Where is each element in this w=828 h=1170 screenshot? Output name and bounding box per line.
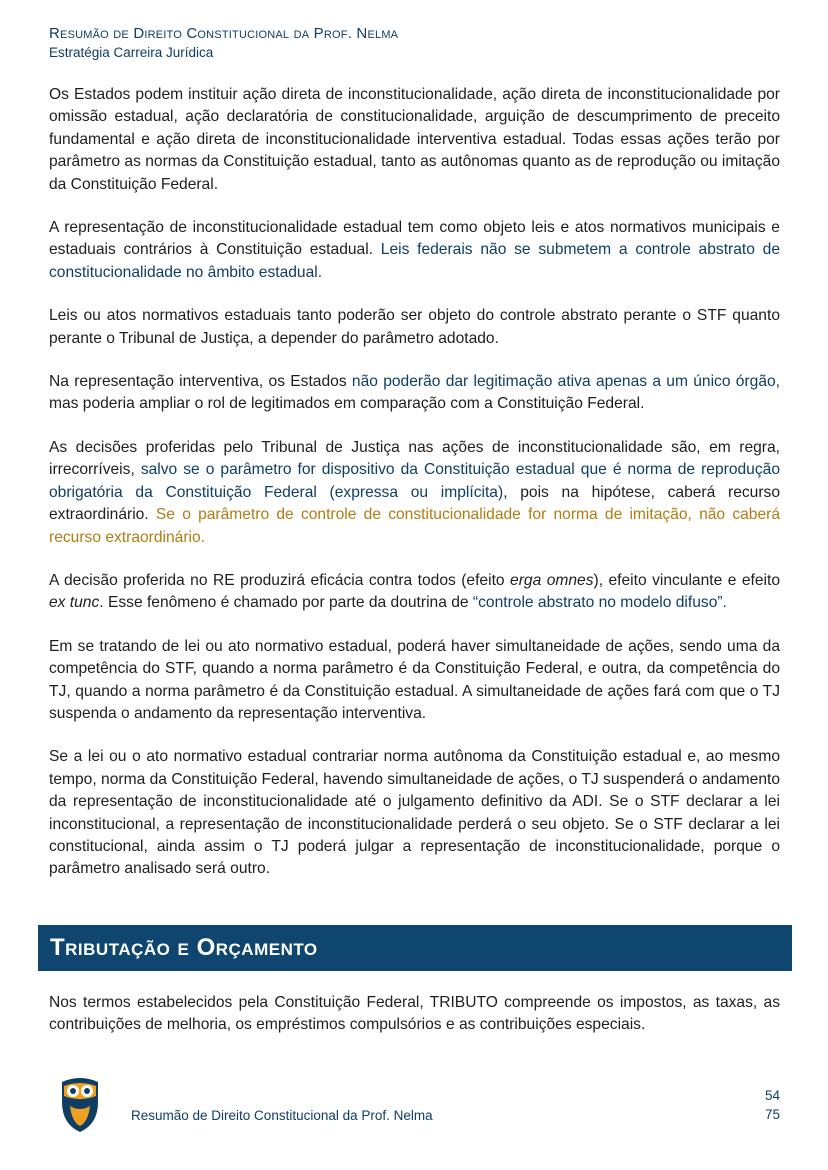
document-body (49, 84, 780, 881)
total-pages: 75 (764, 1107, 780, 1122)
paragraph-5-text-c: , pois na hipótese, caberá recurso extraordinário. (49, 483, 780, 524)
paragraph-6-italic-erga-omnes: erga omnes (510, 571, 594, 589)
paragraph-6-text-c: ), efeito vinculante e efeito (593, 571, 780, 589)
paragraph-5-text-a: As decisões proferidas pelo Tribunal de Justiça nas ações de inconstitucionalidade são, em regra, irrecorríveis, (49, 438, 780, 479)
paragraph-5-highlight-gold: Se o parâmetro de controle de constitucionalidade for norma de imitação, não caberá recurso extraordinário. (49, 506, 780, 546)
paragraph-4-highlight: não poderão dar legitimação ativa apenas a um único órgão, (351, 373, 780, 391)
page-header (49, 24, 398, 62)
section-paragraph (49, 992, 780, 1037)
paragraph-2-text: A representação de inconstitucionalidade estadual tem como objeto leis e atos normativos municipais e estaduais contrários à Constituição estadual. (49, 219, 780, 259)
paragraph-6-italic-ex-tunc: ex tunc (49, 594, 100, 612)
paragraph-8 (49, 746, 780, 880)
section-paragraph-text: Nos termos estabelecidos pela Constituição Federal, TRIBUTO compreende os impostos, as taxas, as contribuições de melhoria, os empréstimos compulsórios e as contribuições especiais. (49, 994, 780, 1034)
paragraph-2 (49, 217, 780, 284)
paragraph-1-text: Os Estados podem instituir ação direta de inconstitucionalidade, ação direta de inconstitucionalidade por omissão estadual, ação declaratória de constitucionalidade, arguição de descumprimento de preceito fundamental e ação direta de inconstitucionalidade interventiva estadual. Todas essas ações terão por parâmetro as normas da Constituição estadual, tanto as autônomas quanto as de reprodução ou imitação da Constituição Federal. (49, 86, 780, 193)
paragraph-8-text: Se a lei ou o ato normativo estadual contrariar norma autônoma da Constituição estadual e, ao mesmo tempo, norma da Constituição Federal, havendo simultaneidade de ações, o TJ suspenderá o andamento da representação de inconstitucionalidade até o julgamento definitivo da ADI. Se o STF declarar a lei inconstitucional, a representação de inconstitucionalidade perderá o seu objeto. Se o STF declarar a lei constitucional, ainda assim o TJ poderá julgar a representação de inconstitucionalidade, porque o parâmetro analisado será outro. (49, 748, 780, 878)
paragraph-7-text: Em se tratando de lei ou ato normativo estadual, poderá haver simultaneidade de ações, sendo uma da competência do STF, quando a norma parâmetro é da Constituição Federal, e outra, da competência do TJ, quando a norma parâmetro é da Constituição estadual. A simultaneidade de ações fará com que o TJ suspenda o andamento da representação interventiva. (49, 637, 780, 722)
current-page: 54 (764, 1088, 780, 1103)
header-subtitle: Estratégia Carreira Jurídica (49, 45, 214, 60)
paragraph-6-text-a: A decisão proferida no RE produzirá eficácia contra todos (efeito (49, 571, 511, 589)
paragraph-6 (49, 570, 780, 615)
section-title: Tributação e Orçamento (50, 934, 318, 961)
paragraph-2-highlight: Leis federais não se submetem a controle abstrato de constitucionalidade no âmbito estadual. (49, 241, 780, 281)
section-heading-bar (38, 925, 792, 971)
paragraph-5 (49, 437, 780, 549)
paragraph-3-text: Leis ou atos normativos estaduais tanto poderão ser objeto do controle abstrato perante o STF quanto perante o Tribunal de Justiça, a depender do parâmetro adotado. (49, 307, 780, 347)
page-number (740, 1086, 780, 1124)
section-body (49, 992, 780, 1037)
owl-logo-icon (58, 1072, 102, 1134)
paragraph-4-text-c: mas poderia ampliar o rol de legitimados em comparação com a Constituição Federal. (49, 395, 645, 413)
paragraph-4-text-a: Na representação interventiva, os Estados (49, 373, 352, 391)
paragraph-6-highlight: “controle abstrato no modelo difuso”. (472, 594, 727, 612)
paragraph-3 (49, 305, 780, 350)
paragraph-4 (49, 371, 780, 416)
paragraph-1 (49, 84, 780, 196)
paragraph-7 (49, 636, 780, 726)
footer-text: Resumão de Direito Constitucional da Prof. Nelma (131, 1108, 433, 1123)
paragraph-6-text-e: . Esse fenômeno é chamado por parte da doutrina de (99, 594, 473, 612)
header-title: Resumão de Direito Constitucional da Prof. Nelma (49, 25, 399, 42)
paragraph-5-highlight-blue: salvo se o parâmetro for dispositivo da Constituição estadual que é norma de reprodução obrigatória da Constituição Federal (expressa ou implícita) (49, 461, 781, 501)
